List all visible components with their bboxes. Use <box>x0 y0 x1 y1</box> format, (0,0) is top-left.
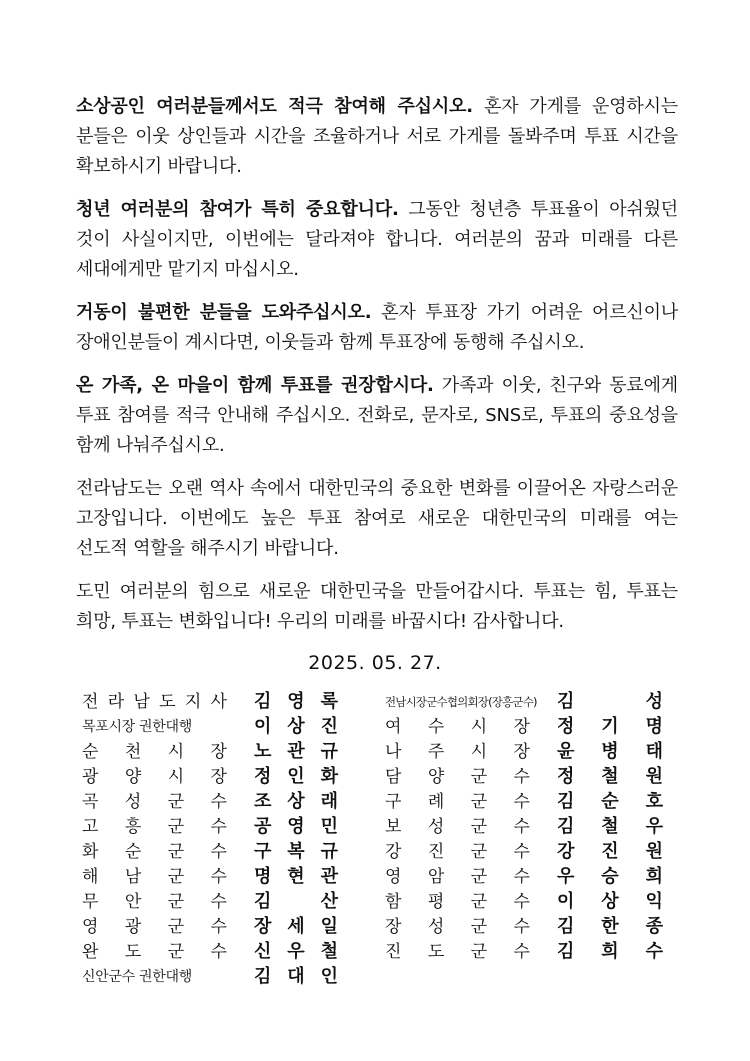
paragraph-small-business <box>76 92 678 182</box>
signatory-title: 영 광 군 수 <box>82 917 227 937</box>
signatory-title: 무 안 군 수 <box>82 892 227 912</box>
signatory-title: 전남시장군수협의회장(장흥군수) <box>385 695 537 709</box>
signatories-block <box>0 689 750 1009</box>
signatory-title: 함 평 군 수 <box>385 892 530 912</box>
signatory-title: 장 성 군 수 <box>385 917 530 937</box>
signatory-row <box>0 864 750 890</box>
paragraph-closing <box>76 577 678 637</box>
signatory-name: 강 진 원 <box>557 841 663 862</box>
signatory-title: 신안군수 권한대행 <box>82 969 192 985</box>
signatory-row <box>0 814 750 840</box>
letter-body <box>76 92 678 650</box>
paragraph-youth <box>76 195 678 285</box>
signatory-title: 담 양 군 수 <box>385 767 530 787</box>
paragraph-lead: 온 가족, 온 마을이 함께 투표를 권장합시다. <box>76 375 434 396</box>
signatory-title: 곡 성 군 수 <box>82 792 227 812</box>
paragraph-family <box>76 371 678 461</box>
signatory-name: 김 성 <box>557 691 663 712</box>
signatory-title: 여 수 시 장 <box>385 717 530 737</box>
signatory-row <box>0 764 750 790</box>
paragraph-text: 전라남도는 오랜 역사 속에서 대한민국의 중요한 변화를 이끌어온 자랑스러운 고장입니다. 이번에도 높은 투표 참여로 새로운 대한민국의 미래를 여는 선도적 역할을 해주시기 바랍니다. <box>76 478 678 559</box>
signatory-name: 정 인 화 <box>254 766 338 787</box>
signatory-row <box>0 739 750 765</box>
signatory-title: 목포시장 권한대행 <box>82 719 192 735</box>
paragraph-text: 혼자 가게를 운영하시는 분들은 이웃 상인들과 시간을 조율하거나 서로 가게를 돌봐주며 투표 시간을 확보하시기 바랍니다. <box>76 96 678 177</box>
signatory-name: 김 철 우 <box>557 816 663 837</box>
signatory-title: 보 성 군 수 <box>385 817 530 837</box>
paragraph-text: 도민 여러분의 힘으로 새로운 대한민국을 만들어갑시다. 투표는 힘, 투표는 희망, 투표는 변화입니다! 우리의 미래를 바꿉시다! 감사합니다. <box>76 581 678 632</box>
signatory-name: 우 승 희 <box>557 866 663 887</box>
signatory-name: 이 상 익 <box>557 891 663 912</box>
paragraph-assistance <box>76 298 678 358</box>
signatory-title: 영 암 군 수 <box>385 867 530 887</box>
signatory-name: 김 영 록 <box>254 691 338 712</box>
signatory-title: 고 흥 군 수 <box>82 817 227 837</box>
paragraph-text: 혼자 투표장 가기 어려운 어르신이나 장애인분들이 계시다면, 이웃들과 함께 투표장에 동행해 주십시오. <box>76 302 678 353</box>
paragraph-text: 가족과 이웃, 친구와 동료에게 투표 참여를 적극 안내해 주십시오. 전화로, 문자로, SNS로, 투표의 중요성을 함께 나눠주십시오. <box>76 375 678 456</box>
signatory-name: 이 상 진 <box>254 716 338 737</box>
signatory-name: 공 영 민 <box>254 816 338 837</box>
signatory-title: 진 도 군 수 <box>385 942 530 962</box>
signatory-name: 김 희 수 <box>557 941 663 962</box>
paragraph-jeonnam <box>76 474 678 564</box>
signatory-row <box>0 839 750 865</box>
signatory-name: 노 관 규 <box>254 741 338 762</box>
signatory-title: 화 순 군 수 <box>82 842 227 862</box>
paragraph-lead: 소상공인 여러분들께서도 적극 참여해 주십시오. <box>76 96 473 117</box>
signatory-title: 강 진 군 수 <box>385 842 530 862</box>
signatory-title: 완 도 군 수 <box>82 942 227 962</box>
signatory-name: 신 우 철 <box>254 941 338 962</box>
signatory-row <box>0 689 750 715</box>
signatory-name: 조 상 래 <box>254 791 338 812</box>
signatory-name: 김 한 종 <box>557 916 663 937</box>
signatory-name: 장 세 일 <box>254 916 338 937</box>
signatory-name: 정 철 원 <box>557 766 663 787</box>
signatory-row <box>0 964 750 990</box>
signatory-name: 정 기 명 <box>557 716 663 737</box>
signatory-title: 나 주 시 장 <box>385 742 530 762</box>
signatory-title: 광 양 시 장 <box>82 767 227 787</box>
paragraph-text: 그동안 청년층 투표율이 아쉬웠던 것이 사실이지만, 이번에는 달라져야 합니다. 여러분의 꿈과 미래를 다른 세대에게만 맡기지 마십시오. <box>76 199 678 280</box>
signatory-row <box>0 914 750 940</box>
signatory-name: 김 순 호 <box>557 791 663 812</box>
signatory-row <box>0 889 750 915</box>
paragraph-lead: 청년 여러분의 참여가 특히 중요합니다. <box>76 199 399 220</box>
signatory-title: 해 남 군 수 <box>82 867 227 887</box>
signatory-name: 명 현 관 <box>254 866 338 887</box>
paragraph-lead: 거동이 불편한 분들을 도와주십시오. <box>76 302 372 323</box>
signatory-title: 구 례 군 수 <box>385 792 530 812</box>
document-date: 2025. 05. 27. <box>308 652 442 674</box>
signatory-name: 김 대 인 <box>254 966 338 987</box>
signatory-name: 윤 병 태 <box>557 741 663 762</box>
signatory-title: 전 라 남 도 지 사 <box>82 692 227 712</box>
signatory-row <box>0 789 750 815</box>
signatory-title: 순 천 시 장 <box>82 742 227 762</box>
signatory-name: 구 복 규 <box>254 841 338 862</box>
signatory-name: 김 산 <box>254 891 338 912</box>
signatory-row <box>0 939 750 965</box>
signatory-row <box>0 714 750 740</box>
